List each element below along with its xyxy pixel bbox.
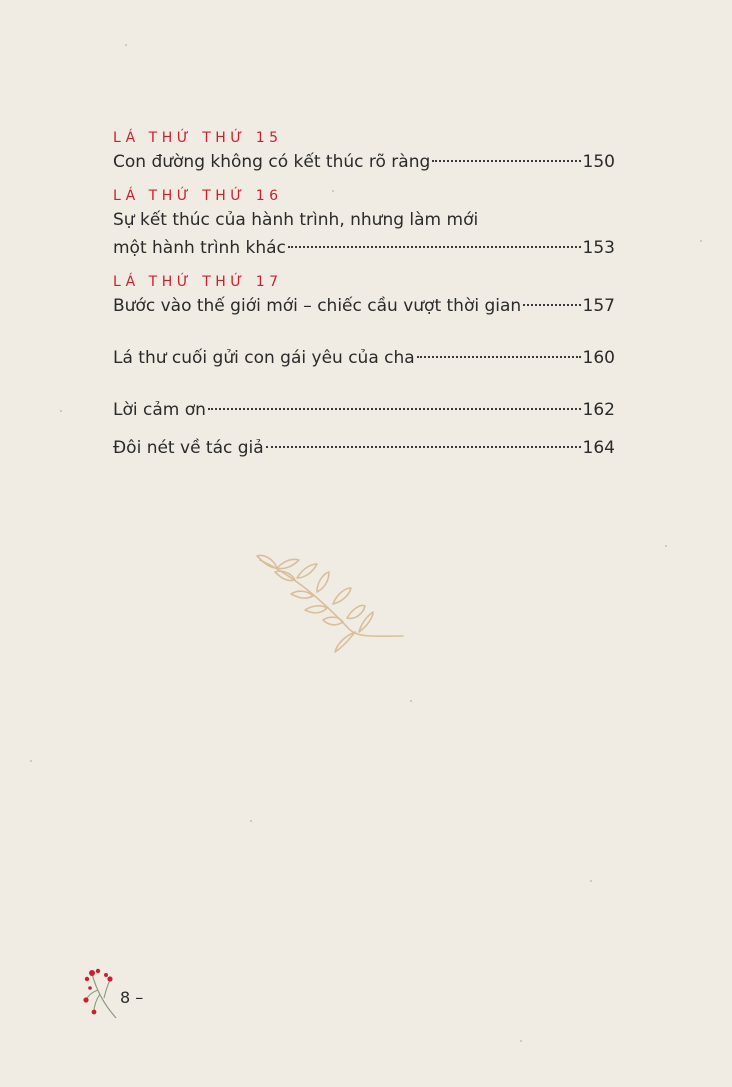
page-number: 160 xyxy=(582,348,615,368)
page-footer xyxy=(82,966,143,1024)
dot-leader xyxy=(266,446,581,448)
entry-title: Bước vào thế giới mới – chiếc cầu vượt thời gian xyxy=(113,296,522,316)
page-number: 153 xyxy=(582,238,615,258)
toc-entry-about-author[interactable] xyxy=(113,434,615,462)
table-of-contents xyxy=(113,128,615,462)
chapter-label: LÁ THỨ THỨ 15 xyxy=(113,130,283,146)
entry-title-line[interactable]: Sự kết thúc của hành trình, nhưng làm mới xyxy=(113,210,479,230)
entry-title: Con đường không có kết thúc rõ ràng xyxy=(113,152,431,172)
dot-leader xyxy=(523,304,580,306)
chapter-label: LÁ THỨ THỨ 16 xyxy=(113,188,283,204)
toc-section-17 xyxy=(113,272,615,320)
toc-entry[interactable] xyxy=(113,234,615,262)
dot-leader xyxy=(288,246,581,248)
toc-entry[interactable] xyxy=(113,148,615,176)
page-number: 157 xyxy=(582,296,615,316)
chapter-label: LÁ THỨ THỨ 17 xyxy=(113,274,283,290)
dot-leader xyxy=(208,408,581,410)
dot-leader xyxy=(417,356,581,358)
page-number: 164 xyxy=(582,438,615,458)
page-number: 162 xyxy=(582,400,615,420)
entry-title: Lời cảm ơn xyxy=(113,400,206,420)
page-number-footer: 8 – xyxy=(120,987,144,1007)
flower-sprig-icon xyxy=(82,966,118,1024)
dot-leader xyxy=(432,160,580,162)
laurel-branch-icon xyxy=(255,548,405,658)
toc-entry-final-letter[interactable] xyxy=(113,344,615,372)
entry-title: một hành trình khác xyxy=(113,238,286,258)
entry-title: Đôi nét về tác giả xyxy=(113,438,264,458)
page-number: 150 xyxy=(582,152,615,172)
toc-section-16 xyxy=(113,186,615,262)
toc-entry-acknowledgements[interactable] xyxy=(113,396,615,424)
toc-section-15 xyxy=(113,128,615,176)
entry-title: Lá thư cuối gửi con gái yêu của cha xyxy=(113,348,415,368)
toc-entry[interactable] xyxy=(113,292,615,320)
